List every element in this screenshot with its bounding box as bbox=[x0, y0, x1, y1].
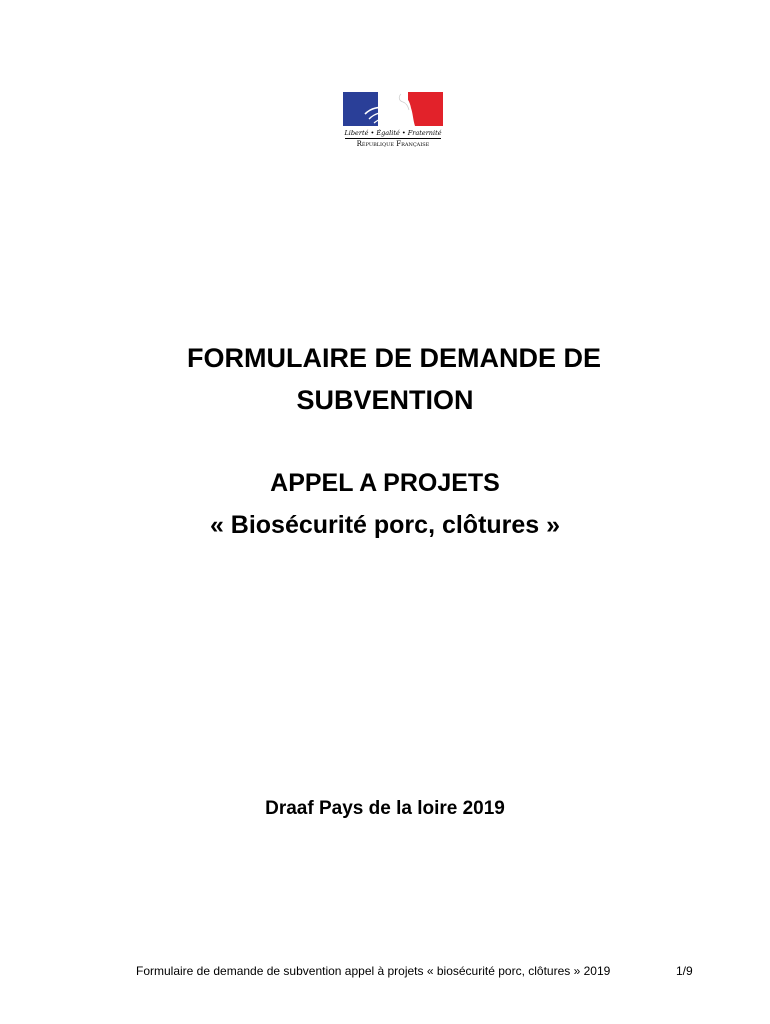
subtitle-line-2: « Biosécurité porc, clôtures » bbox=[209, 511, 561, 539]
republic-motto: Liberté • Égalité • Fraternité bbox=[344, 129, 442, 137]
logo-divider bbox=[345, 138, 441, 139]
title-line-2: SUBVENTION bbox=[296, 385, 474, 415]
title-line-1: FORMULAIRE DE DEMANDE DE bbox=[186, 343, 601, 373]
marianne-flag-icon bbox=[343, 92, 443, 126]
document-title bbox=[0, 337, 770, 421]
organization-label: Draaf Pays de la loire 2019 bbox=[265, 798, 505, 819]
document-subtitle bbox=[0, 462, 770, 546]
republique-francaise-logo bbox=[343, 92, 443, 152]
page-number: 1/9 bbox=[676, 964, 693, 978]
republique-francaise-label: République Française bbox=[356, 140, 430, 148]
subtitle-line-1: APPEL A PROJETS bbox=[270, 469, 500, 497]
footer-text: Formulaire de demande de subvention appel à projets « biosécurité porc, clôtures » 2019 bbox=[136, 964, 611, 978]
